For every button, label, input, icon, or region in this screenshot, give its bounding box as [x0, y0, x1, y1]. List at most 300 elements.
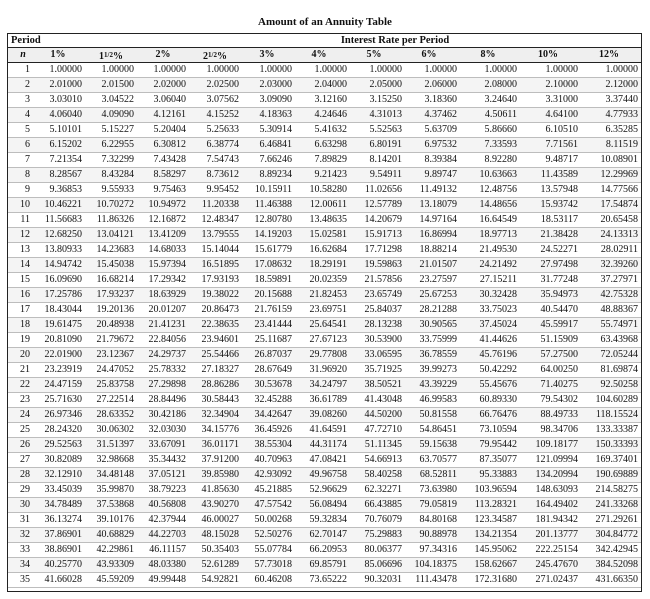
table-row: [8, 183, 641, 198]
annuity-value: 39.85980: [201, 469, 239, 480]
annuity-value: 43.39229: [419, 379, 457, 390]
period-number: 3: [25, 94, 30, 105]
annuity-value: 181.94342: [535, 514, 578, 525]
annuity-value: 18.97713: [479, 229, 517, 240]
annuity-value: 118.15524: [595, 409, 638, 420]
period-number: 9: [25, 184, 30, 195]
annuity-value: 20.86473: [201, 304, 239, 315]
period-number: 13: [20, 244, 30, 255]
annuity-value: 304.84772: [595, 529, 638, 540]
annuity-value: 98.34706: [540, 424, 578, 435]
annuity-value: 37.86901: [44, 529, 82, 540]
annuity-value: 5.25633: [206, 124, 239, 135]
annuity-value: 33.75023: [479, 304, 517, 315]
annuity-value: 23.27597: [419, 274, 457, 285]
annuity-value: 11.49132: [419, 184, 457, 195]
annuity-value: 2.10000: [545, 79, 578, 90]
annuity-value: 59.32834: [309, 514, 347, 525]
annuity-value: 46.99583: [419, 394, 457, 405]
annuity-value: 31.77248: [540, 274, 578, 285]
column-header-rate: 10%: [538, 49, 558, 60]
annuity-value: 7.33593: [484, 139, 517, 150]
annuity-value: 13.41209: [148, 229, 186, 240]
annuity-value: 384.52098: [595, 559, 638, 570]
annuity-value: 59.15638: [419, 439, 457, 450]
period-number: 33: [20, 544, 30, 555]
annuity-value: 11.02656: [364, 184, 402, 195]
annuity-value: 37.27971: [600, 274, 638, 285]
table-row: [8, 408, 641, 423]
annuity-value: 30.58443: [201, 394, 239, 405]
annuity-value: 18.59891: [254, 274, 292, 285]
table-row: [8, 363, 641, 378]
annuity-value: 1.00000: [314, 64, 347, 75]
annuity-value: 121.09994: [535, 454, 578, 465]
annuity-value: 28.86286: [201, 379, 239, 390]
annuity-value: 3.09090: [259, 94, 292, 105]
annuity-value: 52.50276: [254, 529, 292, 540]
annuity-value: 22.38635: [201, 319, 239, 330]
annuity-value: 8.58297: [153, 169, 186, 180]
period-number: 22: [20, 379, 30, 390]
table-row: [8, 273, 641, 288]
annuity-value: 18.53117: [540, 214, 578, 225]
annuity-value: 90.88978: [419, 529, 457, 540]
annuity-value: 23.41444: [254, 319, 292, 330]
table-row: [8, 528, 641, 543]
annuity-value: 22.01900: [44, 349, 82, 360]
annuity-value: 27.67123: [309, 334, 347, 345]
annuity-value: 3.03010: [49, 94, 82, 105]
annuity-value: 37.05121: [148, 469, 186, 480]
annuity-value: 5.63709: [424, 124, 457, 135]
annuity-value: 145.95062: [474, 544, 517, 555]
period-number: 12: [20, 229, 30, 240]
period-number: 1: [25, 64, 30, 75]
annuity-value: 32.12910: [44, 469, 82, 480]
annuity-value: 20.01207: [148, 304, 186, 315]
annuity-value: 39.10176: [96, 514, 134, 525]
annuity-value: 34.78489: [44, 499, 82, 510]
annuity-value: 52.96629: [309, 484, 347, 495]
period-number: 25: [20, 424, 30, 435]
table-row: [8, 333, 641, 348]
annuity-value: 35.71925: [364, 364, 402, 375]
period-number: 5: [25, 124, 30, 135]
annuity-value: 11.86326: [96, 214, 134, 225]
annuity-value: 158.62667: [474, 559, 517, 570]
annuity-value: 15.97394: [148, 259, 186, 270]
annuity-value: 222.25154: [535, 544, 578, 555]
annuity-value: 17.71298: [364, 244, 402, 255]
annuity-value: 10.46221: [44, 199, 82, 210]
annuity-value: 50.35403: [201, 544, 239, 555]
annuity-value: 6.35285: [605, 124, 638, 135]
column-header-n: n: [20, 49, 26, 60]
period-number: 20: [20, 349, 30, 360]
annuity-value: 9.89747: [424, 169, 457, 180]
annuity-value: 1.00000: [259, 64, 292, 75]
annuity-value: 4.18363: [259, 109, 292, 120]
annuity-value: 15.02581: [309, 229, 347, 240]
annuity-value: 29.77808: [309, 349, 347, 360]
annuity-value: 1.00000: [484, 64, 517, 75]
annuity-value: 43.90270: [201, 499, 239, 510]
annuity-value: 34.42647: [254, 409, 292, 420]
annuity-value: 71.40275: [540, 379, 578, 390]
annuity-value: 7.89829: [314, 154, 347, 165]
period-number: 19: [20, 334, 30, 345]
table-row: [8, 258, 641, 273]
annuity-value: 97.34316: [419, 544, 457, 555]
annuity-value: 48.15028: [201, 529, 239, 540]
annuity-value: 15.45038: [96, 259, 134, 270]
annuity-value: 51.15909: [540, 334, 578, 345]
annuity-value: 28.67649: [254, 364, 292, 375]
period-number: 32: [20, 529, 30, 540]
annuity-value: 62.70147: [309, 529, 347, 540]
annuity-value: 3.15250: [369, 94, 402, 105]
annuity-value: 9.36853: [49, 184, 82, 195]
annuity-value: 17.93193: [201, 274, 239, 285]
annuity-value: 28.02911: [600, 244, 638, 255]
annuity-value: 10.70272: [96, 199, 134, 210]
annuity-value: 30.06302: [96, 424, 134, 435]
annuity-value: 85.06696: [364, 559, 402, 570]
annuity-value: 41.44626: [479, 334, 517, 345]
annuity-value: 30.42186: [148, 409, 186, 420]
annuity-value: 36.78559: [419, 349, 457, 360]
annuity-value: 4.31013: [369, 109, 402, 120]
column-header-rate: 8%: [480, 49, 496, 60]
annuity-value: 3.07562: [206, 94, 239, 105]
annuity-value: 6.22955: [101, 139, 134, 150]
annuity-value: 103.96594: [474, 484, 517, 495]
annuity-value: 6.63298: [314, 139, 347, 150]
annuity-value: 4.77933: [605, 109, 638, 120]
annuity-value: 1.00000: [206, 64, 239, 75]
period-number: 4: [25, 109, 30, 120]
annuity-value: 6.30812: [153, 139, 186, 150]
annuity-value: 169.37401: [595, 454, 638, 465]
annuity-value: 42.93092: [254, 469, 292, 480]
annuity-value: 37.53868: [96, 499, 134, 510]
annuity-value: 32.39260: [600, 259, 638, 270]
annuity-value: 2.02500: [206, 79, 239, 90]
column-header-rate: 6%: [421, 49, 437, 60]
annuity-value: 2.04000: [314, 79, 347, 90]
annuity-value: 45.59917: [540, 319, 578, 330]
annuity-value: 10.94972: [148, 199, 186, 210]
table-row: [8, 348, 641, 363]
annuity-value: 10.15911: [254, 184, 292, 195]
annuity-value: 40.25770: [44, 559, 82, 570]
annuity-value: 87.35077: [479, 454, 517, 465]
annuity-value: 21.49530: [479, 244, 517, 255]
annuity-value: 30.82089: [44, 454, 82, 465]
annuity-value: 22.84056: [148, 334, 186, 345]
annuity-value: 1.00000: [545, 64, 578, 75]
table-row: [8, 168, 641, 183]
annuity-value: 13.80933: [44, 244, 82, 255]
table-row: [8, 573, 641, 588]
annuity-value: 24.47159: [44, 379, 82, 390]
period-number: 11: [20, 214, 30, 225]
annuity-value: 3.37440: [605, 94, 638, 105]
annuity-value: 4.12161: [153, 109, 186, 120]
annuity-value: 3.18360: [424, 94, 457, 105]
annuity-value: 45.59209: [96, 574, 134, 585]
annuity-value: 50.00268: [254, 514, 292, 525]
table-row: [8, 498, 641, 513]
annuity-value: 16.51895: [201, 259, 239, 270]
annuity-value: 3.04522: [101, 94, 134, 105]
annuity-value: 40.54470: [540, 304, 578, 315]
annuity-value: 14.19203: [254, 229, 292, 240]
annuity-value: 20.02359: [309, 274, 347, 285]
annuity-value: 42.75328: [600, 289, 638, 300]
annuity-value: 5.52563: [369, 124, 402, 135]
annuity-value: 15.91713: [364, 229, 402, 240]
annuity-value: 55.74971: [600, 319, 638, 330]
annuity-value: 342.42945: [595, 544, 638, 555]
annuity-value: 57.27500: [540, 349, 578, 360]
annuity-value: 32.03030: [148, 424, 186, 435]
annuity-value: 2.01000: [49, 79, 82, 90]
column-header-rate: $2^{1/2}\%$: [203, 51, 227, 62]
annuity-value: 14.94742: [44, 259, 82, 270]
annuity-value: 13.18079: [419, 199, 457, 210]
annuity-value: 79.05819: [419, 499, 457, 510]
annuity-value: 4.15252: [206, 109, 239, 120]
table-row: [8, 63, 641, 78]
table-row: [8, 228, 641, 243]
annuity-value: 52.61289: [201, 559, 239, 570]
annuity-value: 34.48148: [96, 469, 134, 480]
annuity-value: 20.81090: [44, 334, 82, 345]
annuity-value: 8.43284: [101, 169, 134, 180]
annuity-value: 5.20404: [153, 124, 186, 135]
annuity-value: 64.00250: [540, 364, 578, 375]
annuity-value: 2.01500: [101, 79, 134, 90]
annuity-value: 42.37944: [148, 514, 186, 525]
table-row: [8, 543, 641, 558]
annuity-value: 17.29342: [148, 274, 186, 285]
annuity-value: 10.58280: [309, 184, 347, 195]
annuity-value: 24.21492: [479, 259, 517, 270]
annuity-value: 1.00000: [49, 64, 82, 75]
annuity-value: 79.95442: [479, 439, 517, 450]
annuity-value: 15.93742: [540, 199, 578, 210]
annuity-value: 113.28321: [474, 499, 517, 510]
table-row: [8, 108, 641, 123]
annuity-value: 21.82453: [309, 289, 347, 300]
annuity-value: 75.29883: [364, 529, 402, 540]
annuity-value: 25.71630: [44, 394, 82, 405]
annuity-value: 84.80168: [419, 514, 457, 525]
annuity-value: 48.03380: [148, 559, 186, 570]
annuity-value: 111.43478: [415, 574, 457, 585]
annuity-value: 12.68250: [44, 229, 82, 240]
annuity-value: 47.08421: [309, 454, 347, 465]
annuity-value: 55.07784: [254, 544, 292, 555]
annuity-value: 104.18375: [414, 559, 457, 570]
annuity-value: 16.62684: [309, 244, 347, 255]
annuity-value: 55.45676: [479, 379, 517, 390]
annuity-value: 123.34587: [474, 514, 517, 525]
column-header-row: [8, 47, 641, 63]
annuity-value: 431.66350: [595, 574, 638, 585]
annuity-value: 9.21423: [314, 169, 347, 180]
annuity-value: 18.63929: [148, 289, 186, 300]
period-number: 10: [20, 199, 30, 210]
annuity-value: 16.68214: [96, 274, 134, 285]
annuity-value: 90.32031: [364, 574, 402, 585]
annuity-value: 8.11519: [605, 139, 638, 150]
column-header-rate: 2%: [155, 49, 171, 60]
annuity-value: 19.61475: [44, 319, 82, 330]
annuity-value: 45.21885: [254, 484, 292, 495]
annuity-value: 40.56808: [148, 499, 186, 510]
annuity-value: 214.58275: [595, 484, 638, 495]
annuity-value: 25.84037: [364, 304, 402, 315]
annuity-value: 12.48756: [479, 184, 517, 195]
period-number: 24: [20, 409, 30, 420]
annuity-value: 66.76476: [479, 409, 517, 420]
annuity-value: 190.69889: [595, 469, 638, 480]
annuity-value: 46.11157: [149, 544, 186, 555]
table-row: [8, 153, 641, 168]
annuity-value: 1.00000: [424, 64, 457, 75]
annuity-value: 8.14201: [369, 154, 402, 165]
annuity-value: 3.31000: [545, 94, 578, 105]
annuity-value: 43.93309: [96, 559, 134, 570]
table-body: [8, 63, 641, 588]
period-number: 29: [20, 484, 30, 495]
annuity-value: 14.48656: [479, 199, 517, 210]
annuity-value: 8.92280: [484, 154, 517, 165]
annuity-value: 8.73612: [206, 169, 239, 180]
annuity-value: 66.43885: [364, 499, 402, 510]
annuity-value: 12.48347: [201, 214, 239, 225]
annuity-value: 73.65222: [309, 574, 347, 585]
annuity-value: 164.49402: [535, 499, 578, 510]
table-row: [8, 378, 641, 393]
column-header-rate: 5%: [366, 49, 382, 60]
annuity-value: 72.05244: [600, 349, 638, 360]
table-row: [8, 93, 641, 108]
annuity-value: 27.29898: [148, 379, 186, 390]
annuity-value: 6.38774: [206, 139, 239, 150]
annuity-value: 21.38428: [540, 229, 578, 240]
annuity-value: 15.61779: [254, 244, 292, 255]
annuity-value: 7.21354: [49, 154, 82, 165]
annuity-value: 1.00000: [153, 64, 186, 75]
annuity-value: 37.91200: [201, 454, 239, 465]
annuity-value: 25.64541: [309, 319, 347, 330]
period-number: 17: [20, 304, 30, 315]
annuity-value: 54.92821: [201, 574, 239, 585]
annuity-value: 44.31174: [309, 439, 347, 450]
annuity-value: 81.69874: [600, 364, 638, 375]
annuity-value: 49.99448: [148, 574, 186, 585]
annuity-value: 104.60289: [595, 394, 638, 405]
table-row: [8, 453, 641, 468]
annuity-value: 20.48938: [96, 319, 134, 330]
annuity-value: 9.95452: [206, 184, 239, 195]
annuity-value: 47.57542: [254, 499, 292, 510]
annuity-value: 23.69751: [309, 304, 347, 315]
table-title: Amount of an Annuity Table: [258, 16, 392, 28]
annuity-value: 21.01507: [419, 259, 457, 270]
annuity-value: 42.29861: [96, 544, 134, 555]
annuity-value: 73.10594: [479, 424, 517, 435]
annuity-value: 33.75999: [419, 334, 457, 345]
annuity-value: 201.13777: [535, 529, 578, 540]
annuity-value: 134.20994: [535, 469, 578, 480]
annuity-value: 21.76159: [254, 304, 292, 315]
table-row: [8, 393, 641, 408]
annuity-value: 24.47052: [96, 364, 134, 375]
annuity-value: 25.78332: [148, 364, 186, 375]
annuity-value: 271.29261: [595, 514, 638, 525]
annuity-value: 3.24640: [484, 94, 517, 105]
annuity-value: 62.32271: [364, 484, 402, 495]
annuity-value: 5.15227: [101, 124, 134, 135]
annuity-value: 172.31680: [474, 574, 517, 585]
period-number: 7: [25, 154, 30, 165]
period-number: 35: [20, 574, 30, 585]
period-number: 15: [20, 274, 30, 285]
annuity-value: 13.57948: [540, 184, 578, 195]
annuity-value: 25.54466: [201, 349, 239, 360]
annuity-value: 38.86901: [44, 544, 82, 555]
annuity-value: 9.48717: [545, 154, 578, 165]
annuity-value: 48.88367: [600, 304, 638, 315]
column-header-rate: $1^{1/2}\%$: [99, 51, 123, 62]
annuity-value: 4.50611: [484, 109, 517, 120]
annuity-value: 41.66028: [44, 574, 82, 585]
annuity-value: 11.43589: [540, 169, 578, 180]
annuity-value: 271.02437: [535, 574, 578, 585]
annuity-value: 33.67091: [148, 439, 186, 450]
annuity-value: 63.43968: [600, 334, 638, 345]
annuity-value: 35.34432: [148, 454, 186, 465]
annuity-value: 6.10510: [545, 124, 578, 135]
table-row: [8, 123, 641, 138]
annuity-value: 33.45039: [44, 484, 82, 495]
annuity-value: 30.53678: [254, 379, 292, 390]
annuity-value: 9.75463: [153, 184, 186, 195]
annuity-value: 5.10101: [49, 124, 82, 135]
annuity-value: 50.42292: [479, 364, 517, 375]
annuity-value: 17.93237: [96, 289, 134, 300]
annuity-value: 148.63093: [535, 484, 578, 495]
annuity-value: 40.68829: [96, 529, 134, 540]
annuity-value: 73.63980: [419, 484, 457, 495]
annuity-value: 37.45024: [479, 319, 517, 330]
annuity-value: 36.01171: [201, 439, 239, 450]
annuity-value: 14.20679: [364, 214, 402, 225]
annuity-value: 245.47670: [535, 559, 578, 570]
annuity-value: 25.67253: [419, 289, 457, 300]
annuity-value: 26.97346: [44, 409, 82, 420]
annuity-value: 24.29737: [148, 349, 186, 360]
table-row: [8, 438, 641, 453]
annuity-value: 18.43044: [44, 304, 82, 315]
annuity-value: 20.15688: [254, 289, 292, 300]
table-row: [8, 198, 641, 213]
